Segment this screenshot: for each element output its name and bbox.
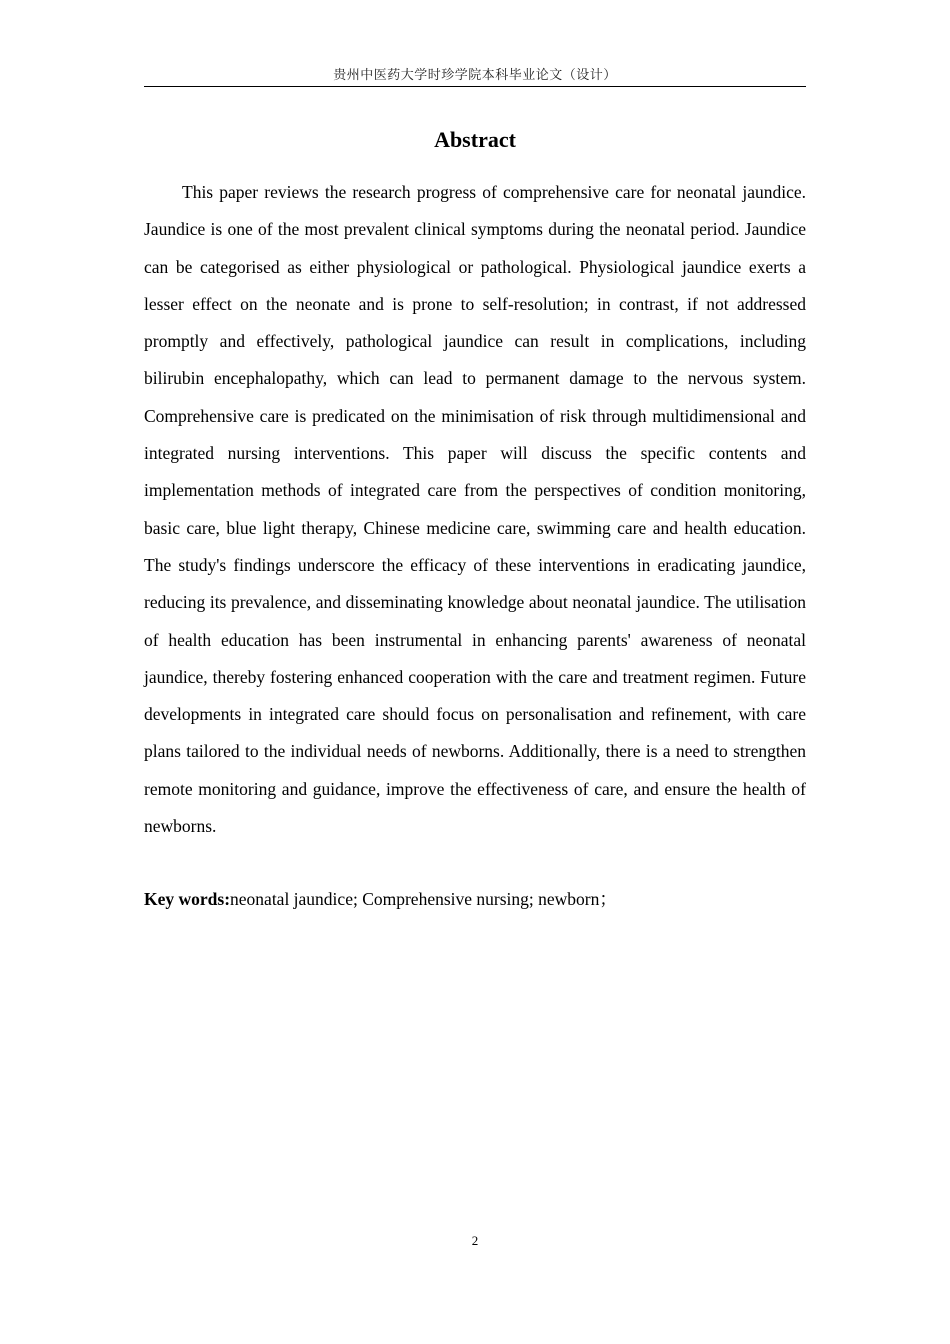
abstract-title: Abstract (434, 127, 516, 152)
keywords-line (144, 882, 806, 916)
abstract-body: This paper reviews the research progress of comprehensive care for neonatal jaundice. Jaundice is one of the most prevalent clinical symptoms during the neonatal period. Jaundice can be categorised as either physiological or pathological. Physiological jaundice exerts a lesser effect on the neonate and is prone to self-resolution; in contrast, if not addressed promptly and effectively, pathological jaundice can result in complications, including bilirubin encephalopathy, which can lead to permanent damage to the nervous system. Comprehensive care is predicated on the minimisation of risk through multidimensional and integrated nursing interventions. This paper will discuss the specific contents and implementation methods of integrated care from the perspectives of condition monitoring, basic care, blue light therapy, Chinese medicine care, swimming care and health education. The study's findings underscore the efficacy of these interventions in eradicating jaundice, reducing its prevalence, and disseminating knowledge about neonatal jaundice. The utilisation of health education has been instrumental in enhancing parents' awareness of neonatal jaundice, thereby fostering enhanced cooperation with the care and treatment regimen. Future developments in integrated care should focus on personalisation and refinement, with care plans tailored to the individual needs of newborns. Additionally, there is a need to strengthen remote monitoring and guidance, improve the effectiveness of care, and ensure the health of newborns. (144, 182, 806, 837)
running-header: 贵州中医药大学时珍学院本科毕业论文（设计） (333, 68, 617, 83)
keywords-text: neonatal jaundice; Comprehensive nursing; newborn； (230, 889, 617, 909)
header-divider (144, 86, 806, 87)
page-number: 2 (471, 1233, 479, 1248)
keywords-label: Key words: (144, 889, 231, 909)
